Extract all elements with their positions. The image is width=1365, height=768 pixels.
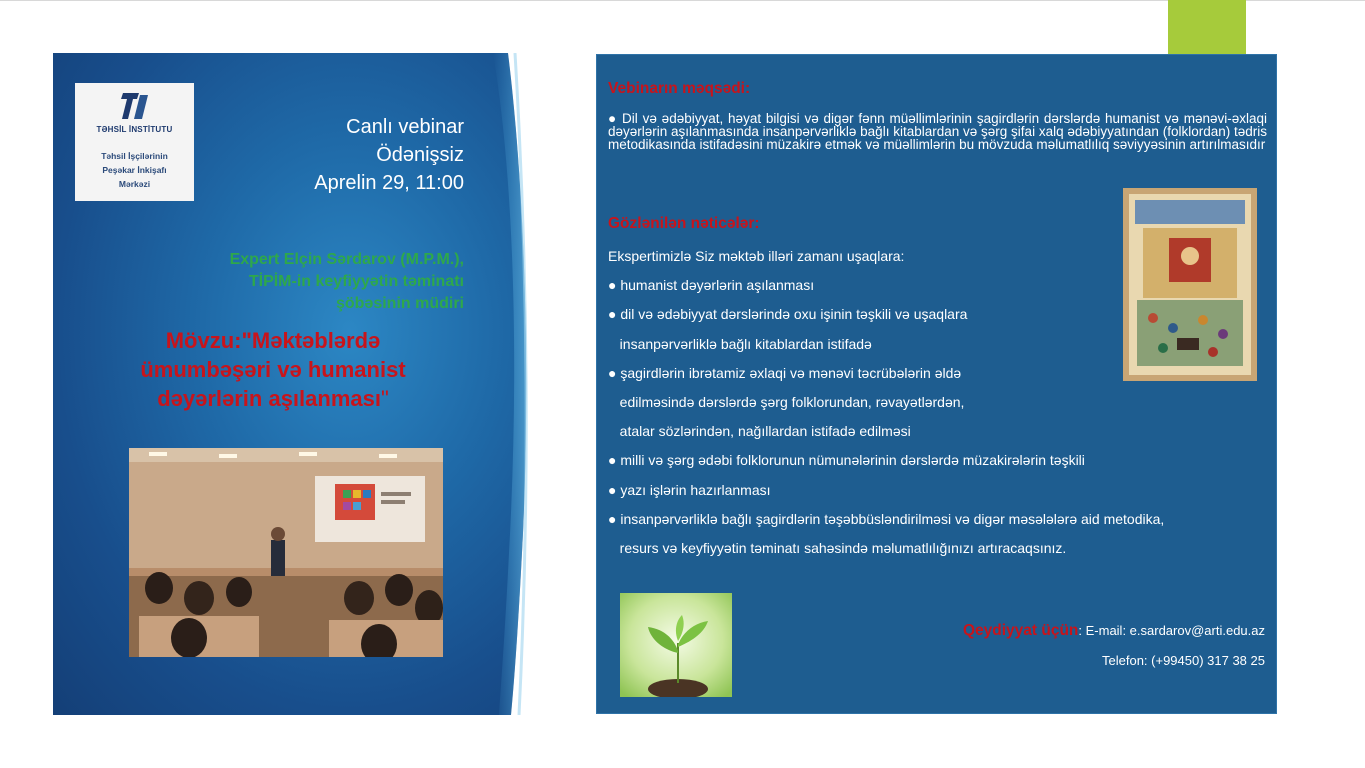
event-type: Canlı vebinar <box>346 116 464 138</box>
list-item: ● milli və şərg ədəbi folklorunun nümunələrinin dərslərdə müzakirələrin təşkili <box>608 452 1085 469</box>
goal-text: ● Dil və ədəbiyyat, həyat bilgisi və digər fənn müəllimlərinin şagirdlərin dərslərdə humanist və mənəvi-əxlaqi dəyərlərin aşılanmasında insanpərvərliklə bağlı kitablardan və şərg şifai xalq ədəbiyyatından (folklordan) tədris metodikasında istifadəsini müzakirə etmək və müəllimlərin bu mövzuda məlumatlılıq səviyyəsinin artırılmasıdır <box>608 111 1267 152</box>
webinar-topic <box>83 326 463 413</box>
left-panel <box>53 53 531 715</box>
expert-position: şöbəsinin müdiri <box>335 295 464 312</box>
right-panel <box>596 54 1277 714</box>
list-item: ● şagirdlərin ibrətamiz əxlaqi və mənəvi təcrübələrin əldə <box>608 364 962 381</box>
miniature-painting <box>1123 188 1257 381</box>
results-list <box>608 245 1164 566</box>
list-item: insanpərvərliklə bağlı kitablardan istifadə <box>608 335 872 352</box>
accent-tab <box>1168 0 1246 54</box>
topic-line: ümumbəşəri və humanist <box>140 357 406 382</box>
event-price: Ödənişsiz <box>376 144 464 166</box>
institute-name: TƏHSİL İNSTİTUTU <box>96 125 173 134</box>
institute-logo-icon <box>121 91 149 121</box>
seedling-image <box>620 593 732 697</box>
institute-subtitle-line: Mərkəzi <box>118 179 151 189</box>
list-item: ● yazı işlərin hazırlanması <box>608 481 771 498</box>
registration-phone: Telefon: (+99450) 317 38 25 <box>1102 653 1265 668</box>
goal-heading: Vebinarın məqsədi: <box>608 80 751 97</box>
institute-subtitle-line: Peşəkar İnkişafı <box>102 165 167 175</box>
institute-subtitle <box>75 149 194 191</box>
event-date: Aprelin 29, 11:00 <box>314 172 464 194</box>
top-border-line <box>0 0 1365 1</box>
topic-line: Mövzu:"Məktəblərdə <box>165 328 381 353</box>
event-info <box>233 113 464 197</box>
list-item: resurs və keyfiyyətin təminatı sahəsində məlumatlılığınızı artıracaqsınız. <box>608 539 1067 556</box>
list-item: ● dil və ədəbiyyat dərslərində oxu işinin təşkili və uşaqlara <box>608 306 968 323</box>
list-item: atalar sözlərindən, nağıllardan istifadə edilməsi <box>608 423 911 440</box>
classroom-photo <box>129 448 443 657</box>
registration-heading: Qeydiyyat üçün <box>962 622 1079 639</box>
expert-name: Expert Elçin Sərdarov (M.P.M.), <box>229 251 464 268</box>
registration-email <box>963 622 1265 640</box>
list-item: edilməsində dərslərdə şərg folklorundan, rəvayətlərdən, <box>608 393 965 410</box>
results-heading: Gözlənilən nəticələr: <box>608 215 760 232</box>
institute-subtitle-line: Təhsil İşçilərinin <box>101 151 168 161</box>
topic-line: dəyərlərin aşılanması <box>157 386 381 411</box>
list-item: ● humanist dəyərlərin aşılanması <box>608 277 815 294</box>
list-item: ● insanpərvərliklə bağlı şagirdlərin təşəbbüsləndirilməsi və digər məsələlərə aid metodika, <box>608 510 1165 527</box>
expert-info <box>113 249 464 315</box>
topic-quote: " <box>380 386 389 411</box>
expert-position: TİPİM-in keyfiyyətin təminatı <box>248 273 464 290</box>
list-item: Ekspertimizlə Siz məktəb illəri zamanı uşaqlara: <box>608 248 905 264</box>
email-text: : E-mail: e.sardarov@arti.edu.az <box>1078 623 1265 638</box>
institute-logo <box>75 83 194 201</box>
